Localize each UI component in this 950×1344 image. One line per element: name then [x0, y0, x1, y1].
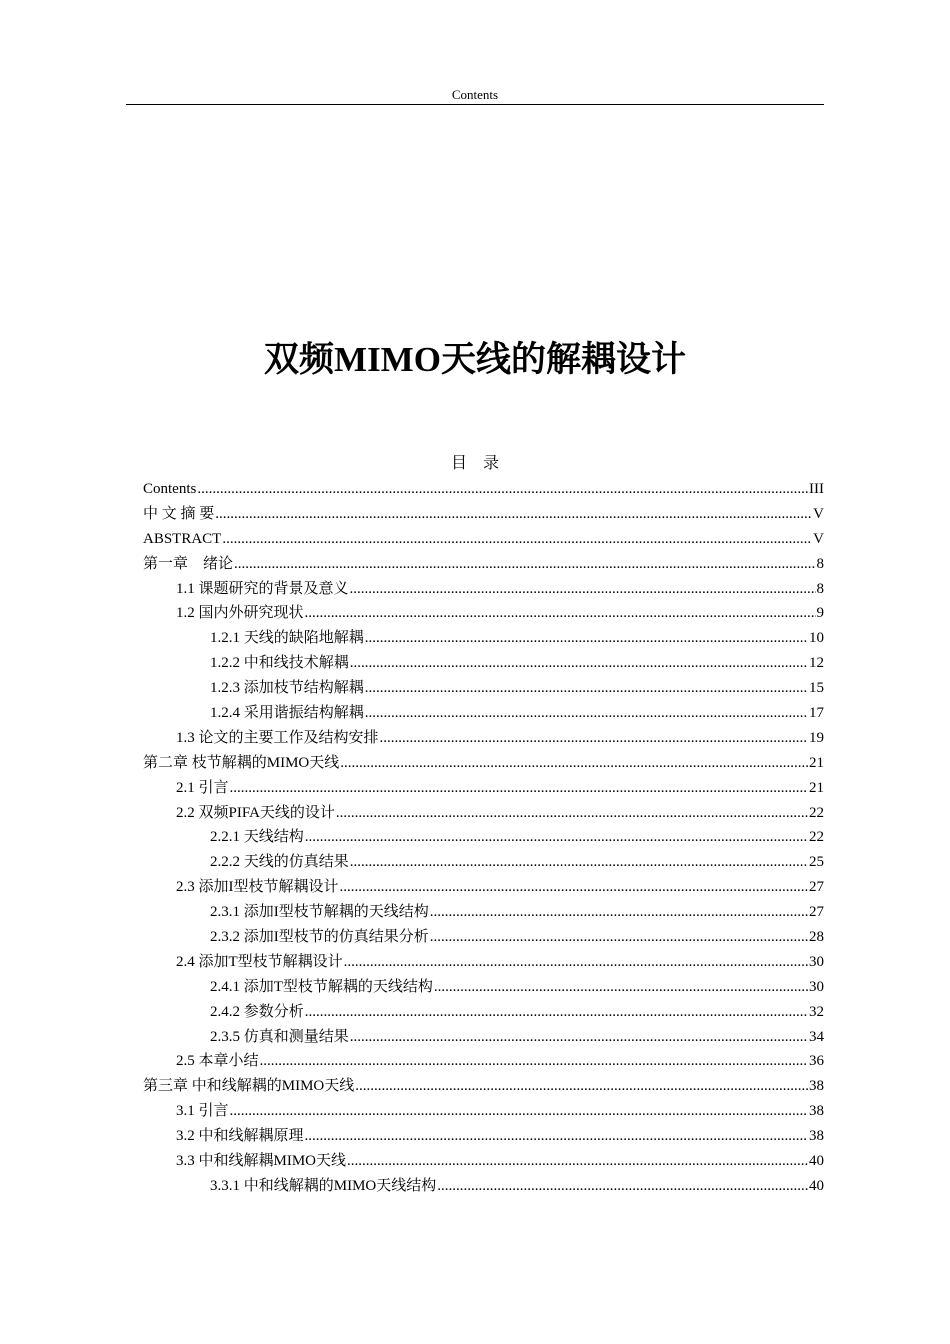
page-header: Contents — [126, 86, 824, 105]
toc-entry[interactable] — [143, 1124, 824, 1149]
toc-dot-leader — [260, 1049, 808, 1074]
toc-dot-leader — [230, 776, 808, 801]
toc-entry-page-number: 30 — [809, 953, 824, 970]
toc-entry[interactable] — [143, 1174, 824, 1199]
toc-entry[interactable] — [143, 900, 824, 925]
toc-entry[interactable] — [143, 701, 824, 726]
toc-entry-label: 2.4.2 参数分析 — [210, 1003, 304, 1020]
toc-dot-leader — [234, 552, 815, 577]
toc-entry-page-number: 38 — [809, 1103, 824, 1120]
toc-entry[interactable] — [143, 552, 824, 577]
toc-entry-label: 1.2 国内外研究现状 — [176, 605, 304, 622]
toc-entry-page-number: 40 — [809, 1153, 824, 1170]
toc-dot-leader — [305, 1000, 808, 1025]
toc-entry-page-number: 30 — [809, 978, 824, 995]
toc-entry[interactable] — [143, 577, 824, 602]
toc-entry-label: 2.3.2 添加I型枝节的仿真结果分析 — [210, 929, 429, 946]
toc-dot-leader — [340, 875, 809, 900]
toc-entry-label: 第一章 绪论 — [143, 555, 234, 572]
toc-dot-leader — [350, 1025, 808, 1050]
toc-entry[interactable] — [143, 975, 824, 1000]
toc-entry-label: 2.2 双频PIFA天线的设计 — [176, 804, 335, 821]
toc-entry[interactable] — [143, 1049, 824, 1074]
toc-entry-label: 2.3 添加I型枝节解耦设计 — [176, 879, 339, 896]
toc-entry-label: Contents — [143, 481, 197, 497]
toc-entry-page-number: 9 — [816, 605, 824, 622]
toc-entry-page-number: 38 — [809, 1128, 824, 1145]
toc-entry-page-number: 34 — [809, 1028, 824, 1045]
toc-entry[interactable] — [143, 875, 824, 900]
toc-entry-page-number: 27 — [809, 879, 824, 896]
toc-dot-leader — [434, 975, 808, 1000]
toc-entry[interactable] — [143, 1074, 824, 1099]
toc-entry-label: 2.4 添加T型枝节解耦设计 — [176, 953, 343, 970]
toc-entry[interactable] — [143, 1149, 824, 1174]
toc-entry-label: ABSTRACT — [143, 530, 222, 547]
toc-entry[interactable] — [143, 502, 824, 527]
toc-entry-label: 中 文 摘 要 — [143, 505, 215, 522]
toc-entry-page-number: V — [813, 505, 824, 522]
toc-entry-label: 3.3 中和线解耦MIMO天线 — [176, 1153, 347, 1170]
toc-dot-leader — [437, 1174, 808, 1199]
toc-entry-page-number: 22 — [809, 804, 824, 821]
toc-dot-leader — [344, 950, 808, 975]
toc-entry-label: 1.2.3 添加枝节结构解耦 — [210, 680, 364, 697]
toc-dot-leader — [305, 1124, 808, 1149]
toc-entry-page-number: 10 — [809, 630, 824, 647]
toc-dot-leader — [430, 900, 808, 925]
toc-dot-leader — [305, 601, 816, 626]
toc-entry-label: 3.3.1 中和线解耦的MIMO天线结构 — [210, 1177, 437, 1194]
toc-dot-leader — [430, 925, 808, 950]
toc-entry[interactable] — [143, 850, 824, 875]
toc-entry-page-number: 28 — [809, 929, 824, 946]
toc-entry-page-number: 27 — [809, 904, 824, 921]
toc-entry[interactable] — [143, 825, 824, 850]
toc-dot-leader — [222, 527, 812, 552]
toc-entry-page-number: 17 — [809, 705, 824, 722]
toc-entry-page-number: V — [813, 530, 824, 547]
toc-dot-leader — [197, 477, 808, 502]
toc-entry-page-number: 22 — [809, 829, 824, 846]
toc-dot-leader — [365, 626, 808, 651]
toc-entry-label: 2.2.1 天线结构 — [210, 829, 304, 846]
toc-entry[interactable] — [143, 651, 824, 676]
toc-entry-label: 1.1 课题研究的背景及意义 — [176, 580, 349, 597]
toc-entry[interactable] — [143, 801, 824, 826]
toc-entry-page-number: 19 — [809, 729, 824, 746]
toc-dot-leader — [365, 701, 808, 726]
toc-entry-label: 第三章 中和线解耦的MIMO天线 — [143, 1078, 355, 1095]
toc-entry-label: 1.3 论文的主要工作及结构安排 — [176, 729, 379, 746]
toc-entry-page-number: 8 — [816, 580, 824, 597]
toc-entry-page-number: 12 — [809, 655, 824, 672]
table-of-contents — [143, 477, 824, 1199]
toc-entry-page-number: 36 — [809, 1053, 824, 1070]
toc-entry[interactable] — [143, 1025, 824, 1050]
toc-dot-leader — [350, 651, 808, 676]
toc-dot-leader — [215, 502, 812, 527]
toc-entry[interactable] — [143, 1000, 824, 1025]
toc-dot-leader — [340, 751, 808, 776]
toc-entry[interactable] — [143, 776, 824, 801]
toc-entry-page-number: 38 — [809, 1078, 824, 1095]
toc-entry-label: 第二章 枝节解耦的MIMO天线 — [143, 754, 340, 771]
toc-entry[interactable] — [143, 751, 824, 776]
toc-entry-page-number: 21 — [809, 754, 824, 771]
toc-dot-leader — [347, 1149, 808, 1174]
toc-entry-page-number: 21 — [809, 779, 824, 796]
toc-entry-label: 1.2.1 天线的缺陷地解耦 — [210, 630, 364, 647]
toc-entry-label: 3.1 引言 — [176, 1103, 229, 1120]
toc-entry-page-number: 15 — [809, 680, 824, 697]
document-title: 双频MIMO天线的解耦设计 — [264, 340, 686, 379]
toc-entry[interactable] — [143, 626, 824, 651]
toc-entry-label: 2.2.2 天线的仿真结果 — [210, 854, 349, 871]
toc-dot-leader — [350, 577, 816, 602]
toc-heading: 目录 — [450, 455, 515, 472]
toc-entry-label: 1.2.2 中和线技术解耦 — [210, 655, 349, 672]
toc-entry[interactable] — [143, 925, 824, 950]
toc-dot-leader — [336, 801, 808, 826]
toc-entry[interactable] — [143, 601, 824, 626]
toc-entry-label: 3.2 中和线解耦原理 — [176, 1128, 304, 1145]
toc-dot-leader — [365, 676, 808, 701]
toc-entry-page-number: 25 — [809, 854, 824, 871]
toc-entry[interactable] — [143, 527, 824, 552]
toc-entry-label: 2.5 本章小结 — [176, 1053, 259, 1070]
toc-entry[interactable] — [143, 676, 824, 701]
toc-entry-page-number: 40 — [809, 1177, 824, 1194]
toc-entry-label: 2.3.1 添加I型枝节解耦的天线结构 — [210, 904, 429, 921]
toc-dot-leader — [230, 1099, 808, 1124]
toc-dot-leader — [305, 825, 808, 850]
toc-dot-leader — [380, 726, 808, 751]
toc-entry[interactable] — [143, 477, 824, 502]
toc-entry[interactable] — [143, 950, 824, 975]
toc-entry-page-number: III — [809, 481, 824, 497]
toc-entry-label: 1.2.4 采用谐振结构解耦 — [210, 705, 364, 722]
toc-entry[interactable] — [143, 1099, 824, 1124]
toc-dot-leader — [350, 850, 808, 875]
toc-entry-label: 2.3.5 仿真和测量结果 — [210, 1028, 349, 1045]
toc-dot-leader — [355, 1074, 808, 1099]
toc-entry-label: 2.1 引言 — [176, 779, 229, 796]
toc-entry[interactable] — [143, 726, 824, 751]
toc-entry-label: 2.4.1 添加T型枝节解耦的天线结构 — [210, 978, 433, 995]
toc-entry-page-number: 8 — [816, 555, 824, 572]
toc-entry-page-number: 32 — [809, 1003, 824, 1020]
